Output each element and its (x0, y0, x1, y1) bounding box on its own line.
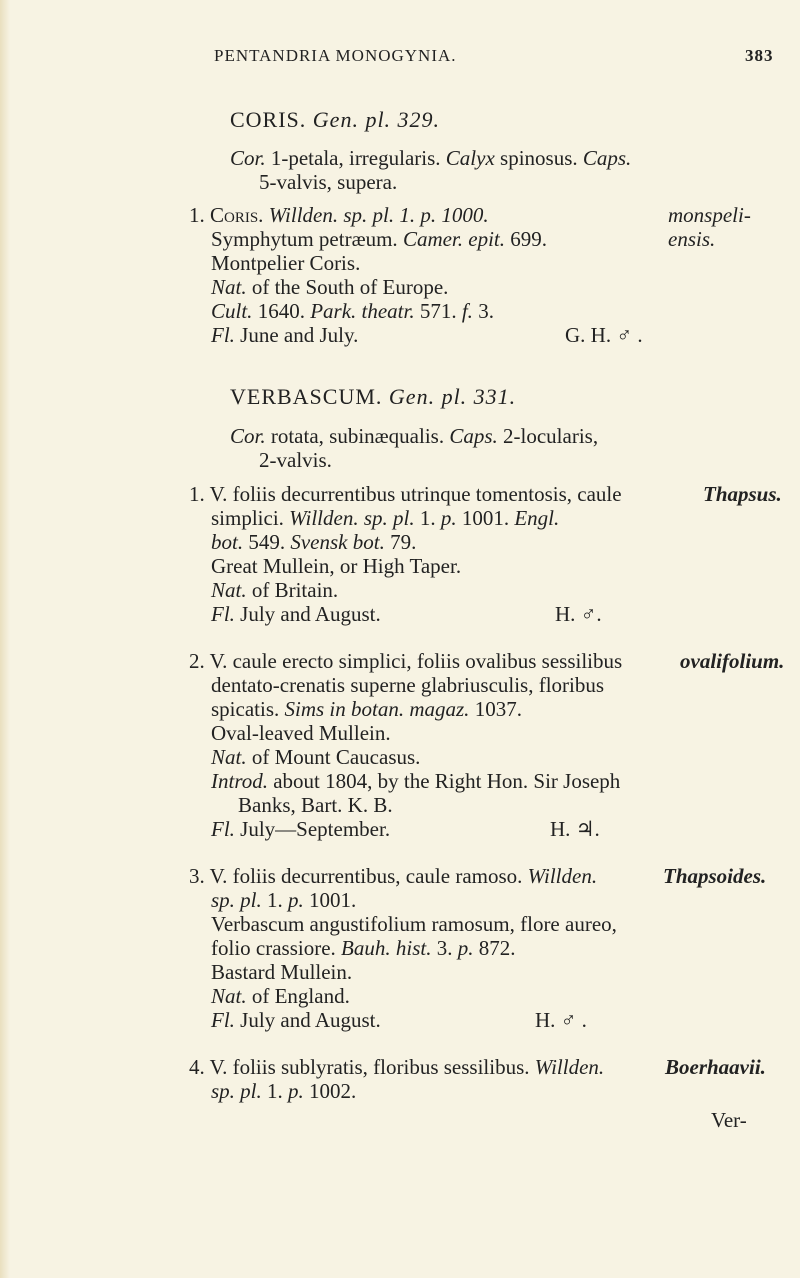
ref-vol: 1. (261, 1079, 289, 1103)
species-name: Coris. (210, 203, 264, 227)
fl-text: July and August. (234, 1008, 381, 1032)
diag-text: simplici. (211, 506, 290, 530)
trivial-name: ovalifolium. (680, 649, 785, 673)
trivial-name-cont: ensis. (668, 227, 716, 251)
habit-symbol: H. ♃. (550, 817, 600, 841)
native-line (211, 578, 338, 602)
page-edge-shadow (0, 0, 10, 1278)
char-label: Cor. (230, 424, 266, 448)
ref-label: Sims in botan. magaz. (284, 697, 470, 721)
nat-label: Nat. (211, 578, 247, 602)
cult-page: 571. (414, 299, 462, 323)
synonym-cont (211, 936, 515, 960)
nat-label: Nat. (211, 984, 247, 1008)
diagnosis-cont: dentato-crenatis superne glabriusculis, floribus (211, 673, 605, 697)
common-name: Bastard Mullein. (211, 960, 353, 984)
nat-text: of Britain. (246, 578, 339, 602)
ref-label: sp. pl. (211, 888, 262, 912)
nat-label: Nat. (211, 275, 247, 299)
fl-label: Fl. (211, 817, 235, 841)
native-line (211, 275, 448, 299)
diagnosis-cont (211, 506, 559, 530)
reference-line (211, 1079, 356, 1103)
diag-ref: Willden. sp. pl. (289, 506, 415, 530)
reference-line (211, 888, 356, 912)
char-text: spinosus. (494, 146, 583, 170)
char-text: 2-locularis, (497, 424, 599, 448)
fl-text: July and August. (234, 602, 381, 626)
char-label: Caps. (582, 146, 632, 170)
synonym-line: Verbascum angustifolium ramosum, flore aureo, (211, 912, 617, 936)
flowering-line (211, 817, 390, 841)
native-line (211, 984, 350, 1008)
species-diagnosis: V. caule erecto simplici, foliis ovalibus sessilibus (209, 649, 623, 673)
flowering-line (211, 602, 381, 626)
syn-text: folio crassiore. (211, 936, 342, 960)
cult-fig-num: 3. (472, 299, 494, 323)
species-number: 1. (189, 203, 205, 227)
species-entry-verbascum-3 (189, 864, 597, 888)
species-number: 1. (189, 482, 205, 506)
nat-text: of England. (246, 984, 350, 1008)
intro-text: about 1804, by the Right Hon. Sir Joseph (267, 769, 621, 793)
species-diagnosis: V. foliis decurrentibus utrinque tomentosis, caule (209, 482, 622, 506)
genus-reference: Gen. pl. 329. (312, 107, 441, 132)
genus-reference: Gen. pl. 331. (388, 384, 517, 409)
ref-vol: 1. (261, 888, 289, 912)
nat-label: Nat. (211, 745, 247, 769)
syn-page: 872. (473, 936, 516, 960)
ref-page-2: 79. (384, 530, 417, 554)
syn-p: p. (457, 936, 474, 960)
fl-text: July—September. (234, 817, 391, 841)
species-diagnosis: V. foliis decurrentibus, caule ramoso. (209, 864, 528, 888)
syn-vol: 3. (431, 936, 458, 960)
synonym-line (211, 227, 547, 251)
genus-title-verbascum (230, 385, 516, 409)
ref-page: 549. (243, 530, 291, 554)
common-name: Great Mullein, or High Taper. (211, 554, 462, 578)
intro-label: Introd. (211, 769, 268, 793)
fl-text: June and July. (234, 323, 359, 347)
nat-text: of Mount Caucasus. (246, 745, 421, 769)
genus-character (230, 146, 631, 170)
ref-page: 1002. (303, 1079, 357, 1103)
ref-label-2: Svensk bot. (290, 530, 385, 554)
fl-label: Fl. (211, 1008, 235, 1032)
trivial-name: Thapsus. (703, 482, 782, 506)
flowering-line (211, 1008, 381, 1032)
flowering-line (211, 323, 358, 347)
char-label: Cor. (230, 146, 266, 170)
running-title: PENTANDRIA MONOGYNIA. (214, 46, 457, 65)
char-text: rotata, subinæqualis. (265, 424, 450, 448)
cultivation-line (211, 299, 494, 323)
species-reference: Willden. sp. pl. 1. p. 1000. (268, 203, 489, 227)
cult-ref: Park. theatr. (310, 299, 415, 323)
catchword: Ver- (711, 1108, 747, 1132)
trivial-name: Boerhaavii. (665, 1055, 766, 1079)
reference-line (211, 697, 522, 721)
synonym-text: Symphytum petræum. (211, 227, 403, 251)
char-label: Calyx (445, 146, 495, 170)
genus-character-cont: 2-valvis. (259, 448, 332, 472)
cult-label: Cult. (211, 299, 253, 323)
diag-page: 1001. (456, 506, 515, 530)
char-text: 1-petala, irregularis. (265, 146, 446, 170)
habit-symbol: H. ♂. (555, 602, 602, 626)
genus-name: CORIS. (230, 107, 307, 132)
genus-title-coris (230, 108, 440, 132)
species-diagnosis: V. foliis sublyratis, floribus sessilibus. (209, 1055, 535, 1079)
species-entry-verbascum-4 (189, 1055, 604, 1079)
species-number: 2. (189, 649, 205, 673)
diag-ref-2: Engl. (514, 506, 560, 530)
diag-vol: 1. (414, 506, 441, 530)
page-number: 383 (745, 46, 774, 65)
ref-text: spicatis. (211, 697, 285, 721)
species-number: 4. (189, 1055, 205, 1079)
cult-text: 1640. (252, 299, 311, 323)
introduction-line (211, 769, 620, 793)
common-name: Oval-leaved Mullein. (211, 721, 391, 745)
trivial-name: Thapsoides. (663, 864, 767, 888)
habit-symbol: G. H. ♂ . (565, 323, 643, 347)
ref-label: bot. (211, 530, 244, 554)
species-number: 3. (189, 864, 205, 888)
synonym-ref: Camer. epit. (402, 227, 506, 251)
synonym-page: 699. (505, 227, 548, 251)
genus-character (230, 424, 598, 448)
cult-fig: f. (461, 299, 473, 323)
species-entry-verbascum-1 (189, 482, 622, 506)
species-entry-verbascum-2 (189, 649, 622, 673)
habit-symbol: H. ♂ . (535, 1008, 587, 1032)
trivial-name: monspeli- (668, 203, 751, 227)
species-entry-coris-1 (189, 203, 489, 227)
diag-p: p. (440, 506, 457, 530)
ref-page: 1037. (469, 697, 522, 721)
ref-p: p. (288, 888, 304, 912)
fl-label: Fl. (211, 323, 235, 347)
syn-ref: Bauh. hist. (341, 936, 432, 960)
species-reference: Willden. (527, 864, 598, 888)
reference-line (211, 530, 416, 554)
genus-name: VERBASCUM. (230, 384, 383, 409)
species-reference: Willden. (534, 1055, 605, 1079)
ref-page: 1001. (303, 888, 357, 912)
fl-label: Fl. (211, 602, 235, 626)
common-name: Montpelier Coris. (211, 251, 361, 275)
genus-character-cont: 5-valvis, supera. (259, 170, 398, 194)
introduction-cont: Banks, Bart. K. B. (238, 793, 393, 817)
ref-label: sp. pl. (211, 1079, 262, 1103)
nat-text: of the South of Europe. (246, 275, 449, 299)
native-line (211, 745, 420, 769)
char-label: Caps. (449, 424, 498, 448)
ref-p: p. (288, 1079, 304, 1103)
